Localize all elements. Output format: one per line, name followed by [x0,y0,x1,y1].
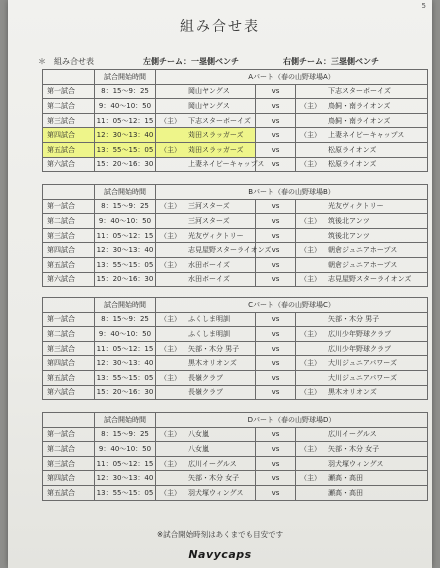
start-time: 12：30～13：40 [95,243,156,258]
table-row [43,341,428,356]
vs-label: vs [256,370,296,385]
left-team: 下志スターボーイズ [188,116,251,125]
page-number: 5 [421,2,426,10]
right-team-cell [296,370,428,385]
table-row [43,99,428,114]
start-time: 13：55～15：05 [95,485,156,500]
right-team: 志見屋野スターライオンズ [328,275,412,284]
left-team-cell [156,427,256,442]
left-team-cell [156,142,256,157]
table-row [43,327,428,342]
start-time: 12：30～13：40 [95,356,156,371]
right-team-cell [296,312,428,327]
left-team: 長嶺クラブ [188,388,223,397]
schedule-table-d [42,412,428,501]
left-team-cell [156,243,272,258]
table-row [43,84,428,99]
right-team-cell [296,442,428,457]
left-team-cell [156,214,256,229]
left-team: 岡山ヤングス [188,87,230,96]
vs-label: vs [256,142,296,157]
right-team-cell [296,485,428,500]
right-team: 鳥飼・南ライオンズ [328,101,391,110]
vs-label: vs [256,356,296,371]
start-time: 12：30～13：40 [95,128,156,143]
game-number: 第一試合 [43,312,95,327]
footnote: ※試合開始時刻はあくまでも目安です [156,530,284,539]
game-number: 第四試合 [43,356,95,371]
table-row [43,228,428,243]
game-number: 第六試合 [43,272,95,287]
start-time: 11：05～12：15 [95,113,156,128]
table-row [43,471,428,486]
left-team: 苅田スラッガーズ [188,145,244,154]
right-team-cell [296,327,428,342]
header-part-title: Cパート（春の山野球場C） [156,298,428,313]
right-team-cell [296,385,428,400]
vs-label: vs [256,272,296,287]
header-blank [43,185,95,200]
host-marker: （主） [160,145,181,154]
start-time: 15：20～16：30 [95,385,156,400]
host-marker: （主） [160,315,181,324]
host-marker: （主） [300,101,321,110]
host-marker: （主） [160,488,181,497]
host-marker: （主） [160,202,181,211]
start-time: 13：55～15：05 [95,370,156,385]
left-team-cell [156,456,256,471]
left-team: 羽犬塚ウィングス [188,488,244,497]
start-time: 13：55～15：05 [95,142,156,157]
left-team: 水田ボーイズ [188,260,230,269]
game-number: 第三試合 [43,456,95,471]
host-marker: （主） [160,116,181,125]
vs-label: vs [256,228,296,243]
start-time: 15：20～16：30 [95,157,156,172]
right-team-cell [296,214,428,229]
vs-label: vs [256,214,296,229]
right-team: 上妻ネイビーキャップス [328,131,405,140]
left-team-note: 左側チーム：一塁側ベンチ [143,57,239,66]
right-team: 下志スターボーイズ [328,87,391,96]
right-team-cell [296,341,428,356]
right-team-cell [296,142,428,157]
start-time: 11：05～12：15 [95,228,156,243]
left-team: ふくしま明訓 [188,315,230,324]
header-part-title: Bパート（春の山野球場B） [156,185,428,200]
right-team: 朝倉ジュニアホープス [328,260,398,269]
right-team: 瀬高・高田 [328,474,363,483]
right-team-cell [296,471,428,486]
table-row [43,442,428,457]
right-team-cell [296,99,428,114]
vs-label: vs [256,312,296,327]
right-team: 矢部・木分 男子 [328,315,380,324]
schedule-table-c [42,297,428,400]
right-team: 広川少年野球クラブ [328,344,391,353]
host-marker: （主） [300,444,321,453]
right-team: 大川ジュニアパワーズ [328,373,397,382]
left-team: 黒木オリオンズ [188,359,237,368]
left-team: 志見屋野スターライオンズ [188,246,272,255]
game-number: 第六試合 [43,157,95,172]
right-team-cell [296,272,428,287]
schedule-table-b [42,184,428,287]
page-title: 組み合せ表 [180,19,260,35]
header-start-time: 試合開始時間 [95,185,156,200]
start-time: 9：40～10：50 [95,327,156,342]
vs-label: vs [256,199,296,214]
table-row [43,157,428,172]
table-header-row [43,413,428,428]
vs-label: vs [256,427,296,442]
header-blank [43,413,95,428]
header-blank [43,70,95,85]
vs-label: vs [256,243,296,258]
table-row [43,370,428,385]
right-team: 松原ライオンズ [328,160,377,169]
host-marker: （主） [160,373,181,382]
right-team: 筑後北アンツ [328,216,370,225]
start-time: 8：15～9：25 [95,199,156,214]
table-row [43,312,428,327]
right-team-cell [296,199,428,214]
right-team-cell [296,456,428,471]
host-marker: （主） [300,131,321,140]
left-team: 上妻ネイビーキャップス [188,160,265,169]
host-marker: （主） [300,329,321,338]
game-number: 第三試合 [43,341,95,356]
right-team: 瀬高・高田 [328,488,363,497]
left-team-cell [156,341,256,356]
table-row [43,113,428,128]
table-row [43,214,428,229]
table-row [43,385,428,400]
left-team-cell [156,99,256,114]
start-time: 15：20～16：30 [95,272,156,287]
host-marker: （主） [160,430,181,439]
vs-label: vs [256,385,296,400]
left-team-cell [156,370,256,385]
header-start-time: 試合開始時間 [95,413,156,428]
start-time: 9：40～10：50 [95,442,156,457]
game-number: 第五試合 [43,485,95,500]
left-team: 八女嵐 [188,444,209,453]
right-team: 広川イーグルス [328,430,377,439]
legend-label: ＊ 組み合せ表 [38,57,94,66]
start-time: 9：40～10：50 [95,99,156,114]
right-team-cell [296,257,428,272]
left-team-cell [156,442,256,457]
start-time: 11：05～12：15 [95,456,156,471]
table-row [43,456,428,471]
left-team: 八女嵐 [188,430,209,439]
host-marker: （主） [160,459,181,468]
game-number: 第五試合 [43,142,95,157]
left-team-cell [156,312,256,327]
header-start-time: 試合開始時間 [95,70,156,85]
start-time: 8：15～9：25 [95,84,156,99]
table-header-row [43,185,428,200]
table-row [43,199,428,214]
left-team-cell [156,356,256,371]
right-team-cell [296,356,428,371]
left-team: ふくしま明訓 [188,329,230,338]
game-number: 第二試合 [43,99,95,114]
vs-label: vs [256,485,296,500]
game-number: 第二試合 [43,442,95,457]
right-team-cell [296,427,428,442]
table-row [43,427,428,442]
right-team: 羽犬塚ウィングス [328,459,384,468]
table-row [43,128,428,143]
right-team: 鳥飼・南ライオンズ [328,116,391,125]
header-part-title: Aパート（春の山野球場A） [156,70,428,85]
vs-label: vs [256,442,296,457]
left-team: 矢部・木分 女子 [188,474,240,483]
host-marker: （主） [160,260,181,269]
left-team: 光友ヴィクトリー [188,231,244,240]
host-marker: （主） [300,388,321,397]
start-time: 13：55～15：05 [95,257,156,272]
table-row [43,142,428,157]
document-page [8,0,432,568]
vs-label: vs [256,99,296,114]
host-marker: （主） [300,359,321,368]
left-team: 水田ボーイズ [188,275,230,284]
left-team-cell [156,228,256,243]
schedule-table-a [42,69,428,172]
game-number: 第一試合 [43,199,95,214]
vs-label: vs [256,327,296,342]
game-number: 第五試合 [43,370,95,385]
game-number: 第一試合 [43,427,95,442]
left-team-cell [156,199,256,214]
left-team-cell [156,257,256,272]
vs-label: vs [256,257,296,272]
vs-label: vs [256,84,296,99]
game-number: 第二試合 [43,327,95,342]
game-number: 第四試合 [43,128,95,143]
game-number: 第六試合 [43,385,95,400]
left-team-cell [156,157,265,172]
game-number: 第四試合 [43,243,95,258]
host-marker: （主） [300,246,321,255]
vs-label: vs [256,157,296,172]
right-team: 筑後北アンツ [328,231,370,240]
game-number: 第一試合 [43,84,95,99]
right-team: 大川ジュニアパワーズ [328,359,397,368]
host-marker: （主） [300,474,321,483]
header-start-time: 試合開始時間 [95,298,156,313]
host-marker: （主） [160,344,181,353]
left-team: 苅田スラッガーズ [188,131,244,140]
bench-legend [38,56,423,67]
left-team: 長嶺クラブ [188,373,223,382]
host-marker: （主） [300,216,321,225]
right-team: 光友ヴィクトリー [328,202,384,211]
right-team: 黒木オリオンズ [328,388,377,397]
left-team-cell [156,84,256,99]
game-number: 第三試合 [43,113,95,128]
right-team-cell [296,157,428,172]
table-row [43,356,428,371]
left-team-cell [156,485,256,500]
vs-label: vs [256,471,296,486]
right-team-cell [296,228,428,243]
start-time: 8：15～9：25 [95,312,156,327]
vs-label: vs [256,113,296,128]
start-time: 11：05～12：15 [95,341,156,356]
table-row [43,272,428,287]
right-team: 松原ライオンズ [328,145,377,154]
vs-label: vs [256,456,296,471]
left-team-cell [156,128,256,143]
right-team-cell [296,113,428,128]
left-team-cell [156,327,256,342]
table-header-row [43,70,428,85]
left-team: 岡山ヤングス [188,101,230,110]
host-marker: （主） [160,231,181,240]
right-team-note: 右側チーム：三塁側ベンチ [283,57,379,66]
game-number: 第二試合 [43,214,95,229]
start-time: 9：40～10：50 [95,214,156,229]
right-team: 朝倉ジュニアホープス [328,246,398,255]
vs-label: vs [256,128,296,143]
host-marker: （主） [300,275,321,284]
game-number: 第四試合 [43,471,95,486]
game-number: 第三試合 [43,228,95,243]
left-team: 広川イーグルス [188,459,237,468]
start-time: 8：15～9：25 [95,427,156,442]
left-team-cell [156,272,256,287]
header-part-title: Dパート（春の山野球場D） [156,413,428,428]
host-marker: （主） [300,160,321,169]
right-team: 矢部・木分 女子 [328,444,380,453]
left-team: 三河スターズ [188,216,230,225]
start-time: 12：30～13：40 [95,471,156,486]
header-blank [43,298,95,313]
left-team-cell [156,471,256,486]
left-team-cell [156,113,256,128]
right-team: 広川少年野球クラブ [328,329,391,338]
right-team-cell [296,243,428,258]
table-row [43,243,428,258]
navycaps-logo: Navycaps [188,548,252,561]
game-number: 第五試合 [43,257,95,272]
right-team-cell [296,84,428,99]
table-row [43,257,428,272]
left-team-cell [156,385,256,400]
left-team: 三河スターズ [188,202,230,211]
vs-label: vs [256,341,296,356]
left-team: 矢部・木分 男子 [188,344,240,353]
right-team-cell [296,128,428,143]
table-row [43,485,428,500]
table-header-row [43,298,428,313]
